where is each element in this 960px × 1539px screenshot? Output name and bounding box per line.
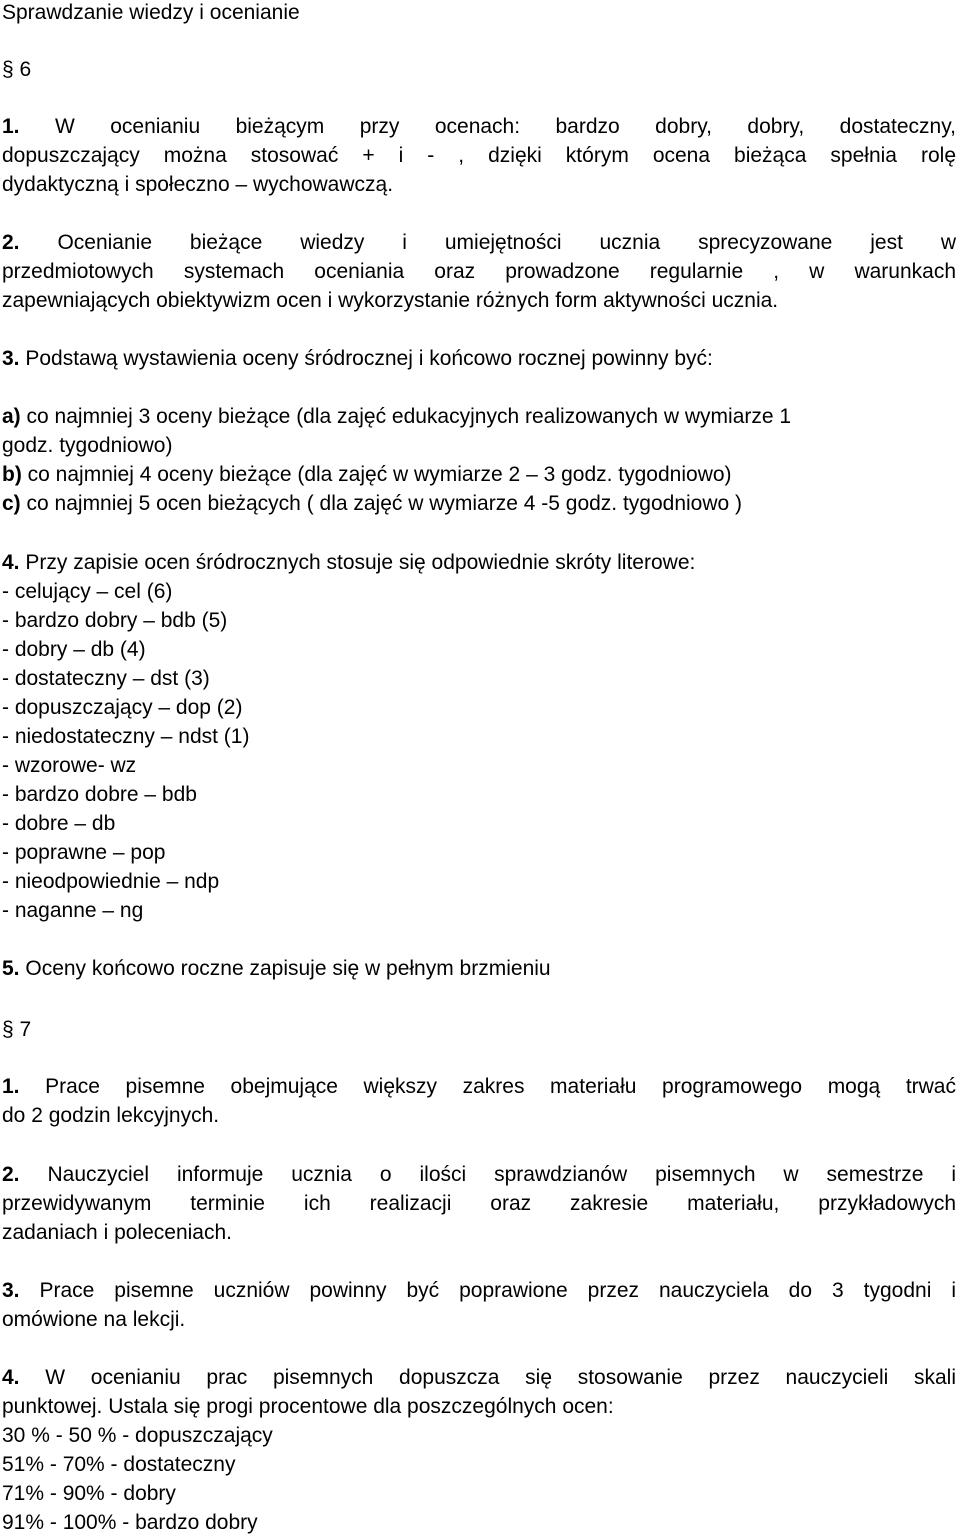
list-item-b: b) co najmniej 4 oceny bieżące (dla zajęć w wymiarze 2 – 3 godz. tygodniowo) [2, 463, 732, 486]
paragraph-7-1-line-1: 1. Prace pisemne obejmujące większy zakres materiału programowego mogą trwać [2, 1075, 956, 1098]
section-number: 6 [19, 58, 32, 81]
paragraph-number: 2. [2, 1163, 20, 1186]
paragraph-6-1-line-1: 1. W ocenianiu bieżącym przy ocenach: bardzo dobry, dobry, dostateczny, [2, 115, 956, 138]
paragraph-number: 1. [2, 115, 20, 138]
paragraph-6-1-line-3: dydaktyczną i społeczno – wychowawczą. [2, 173, 394, 196]
list-item-a-line-2: godz. tygodniowo) [2, 434, 173, 457]
section-mark: § [2, 58, 14, 81]
paragraph-7-3-line-2: omówione na lekcji. [2, 1308, 186, 1331]
paragraph-7-2-line-1: 2. Nauczyciel informuje ucznia o ilości sprawdzianów pisemnych w semestrze i [2, 1163, 956, 1186]
grade-abbrev-item: - nieodpowiednie – ndp [2, 870, 220, 893]
list-label: a) [2, 405, 21, 428]
paragraph-7-1-line-2: do 2 godzin lekcyjnych. [2, 1104, 220, 1127]
list-item-c: c) co najmniej 5 ocen bieżących ( dla zajęć w wymiarze 4 -5 godz. tygodniowo ) [2, 492, 743, 515]
section-heading-7 [2, 1015, 31, 1044]
list-label: b) [2, 463, 22, 486]
grade-abbrev-item: - poprawne – pop [2, 841, 166, 864]
grade-threshold-item: 91% - 100% - bardzo dobry [2, 1511, 258, 1534]
paragraph-6-1-line-2: dopuszczający można stosować + i - , dzięki którym ocena bieżąca spełnia rolę [2, 144, 956, 167]
paragraph-number: 3. [2, 347, 20, 370]
list-item-a-line-1: a) co najmniej 3 oceny bieżące (dla zajęć edukacyjnych realizowanych w wymiarze 1 [2, 405, 792, 428]
paragraph-6-3: 3. Podstawą wystawienia oceny śródrocznej i końcowo rocznej powinny być: [2, 347, 713, 370]
paragraph-7-2-line-3: zadaniach i poleceniach. [2, 1221, 232, 1244]
grade-abbrev-item: - celujący – cel (6) [2, 580, 173, 603]
grade-threshold-item: 51% - 70% - dostateczny [2, 1453, 236, 1476]
paragraph-6-5: 5. Oceny końcowo roczne zapisuje się w pełnym brzmieniu [2, 957, 551, 980]
paragraph-6-2-line-3: zapewniających obiektywizm ocen i wykorzystanie różnych form aktywności ucznia. [2, 289, 779, 312]
grade-abbrev-item: - bardzo dobry – bdb (5) [2, 609, 228, 632]
paragraph-number: 2. [2, 231, 20, 254]
paragraph-7-4-line-1: 4. W ocenianiu prac pisemnych dopuszcza się stosowanie przez nauczycieli skali [2, 1366, 956, 1389]
grade-abbrev-item: - bardzo dobre – bdb [2, 783, 197, 806]
paragraph-7-2-line-2: przewidywanym terminie ich realizacji oraz zakresie materiału, przykładowych [2, 1192, 956, 1215]
paragraph-number: 5. [2, 957, 20, 980]
list-label: c) [2, 492, 21, 515]
paragraph-7-3-line-1: 3. Prace pisemne uczniów powinny być poprawione przez nauczyciela do 3 tygodni i [2, 1279, 956, 1302]
grade-abbrev-item: - dobry – db (4) [2, 638, 146, 661]
paragraph-6-2-line-2: przedmiotowych systemach oceniania oraz prowadzone regularnie , w warunkach [2, 260, 956, 283]
paragraph-number: 4. [2, 1366, 20, 1389]
grade-abbrev-item: - naganne – ng [2, 899, 144, 922]
paragraph-6-2-line-1: 2. Ocenianie bieżące wiedzy i umiejętności ucznia sprecyzowane jest w [2, 231, 956, 254]
paragraph-7-4-line-2: punktowej. Ustala się progi procentowe dla poszczególnych ocen: [2, 1395, 614, 1418]
document-header: Sprawdzanie wiedzy i ocenianie [2, 1, 300, 24]
paragraph-number: 1. [2, 1075, 20, 1098]
paragraph-number: 3. [2, 1279, 20, 1302]
grade-abbrev-item: - niedostateczny – ndst (1) [2, 725, 250, 748]
paragraph-number: 4. [2, 551, 20, 574]
grade-abbrev-item: - dostateczny – dst (3) [2, 667, 210, 690]
grade-abbrev-item: - dopuszczający – dop (2) [2, 696, 243, 719]
grade-threshold-item: 30 % - 50 % - dopuszczający [2, 1424, 273, 1447]
paragraph-6-4: 4. Przy zapisie ocen śródrocznych stosuje się odpowiednie skróty literowe: [2, 551, 696, 574]
section-heading-6 [2, 55, 31, 84]
section-number: 7 [19, 1018, 32, 1041]
section-mark: § [2, 1018, 14, 1041]
grade-threshold-item: 71% - 90% - dobry [2, 1482, 176, 1505]
grade-abbrev-item: - wzorowe- wz [2, 754, 137, 777]
grade-abbrev-item: - dobre – db [2, 812, 116, 835]
